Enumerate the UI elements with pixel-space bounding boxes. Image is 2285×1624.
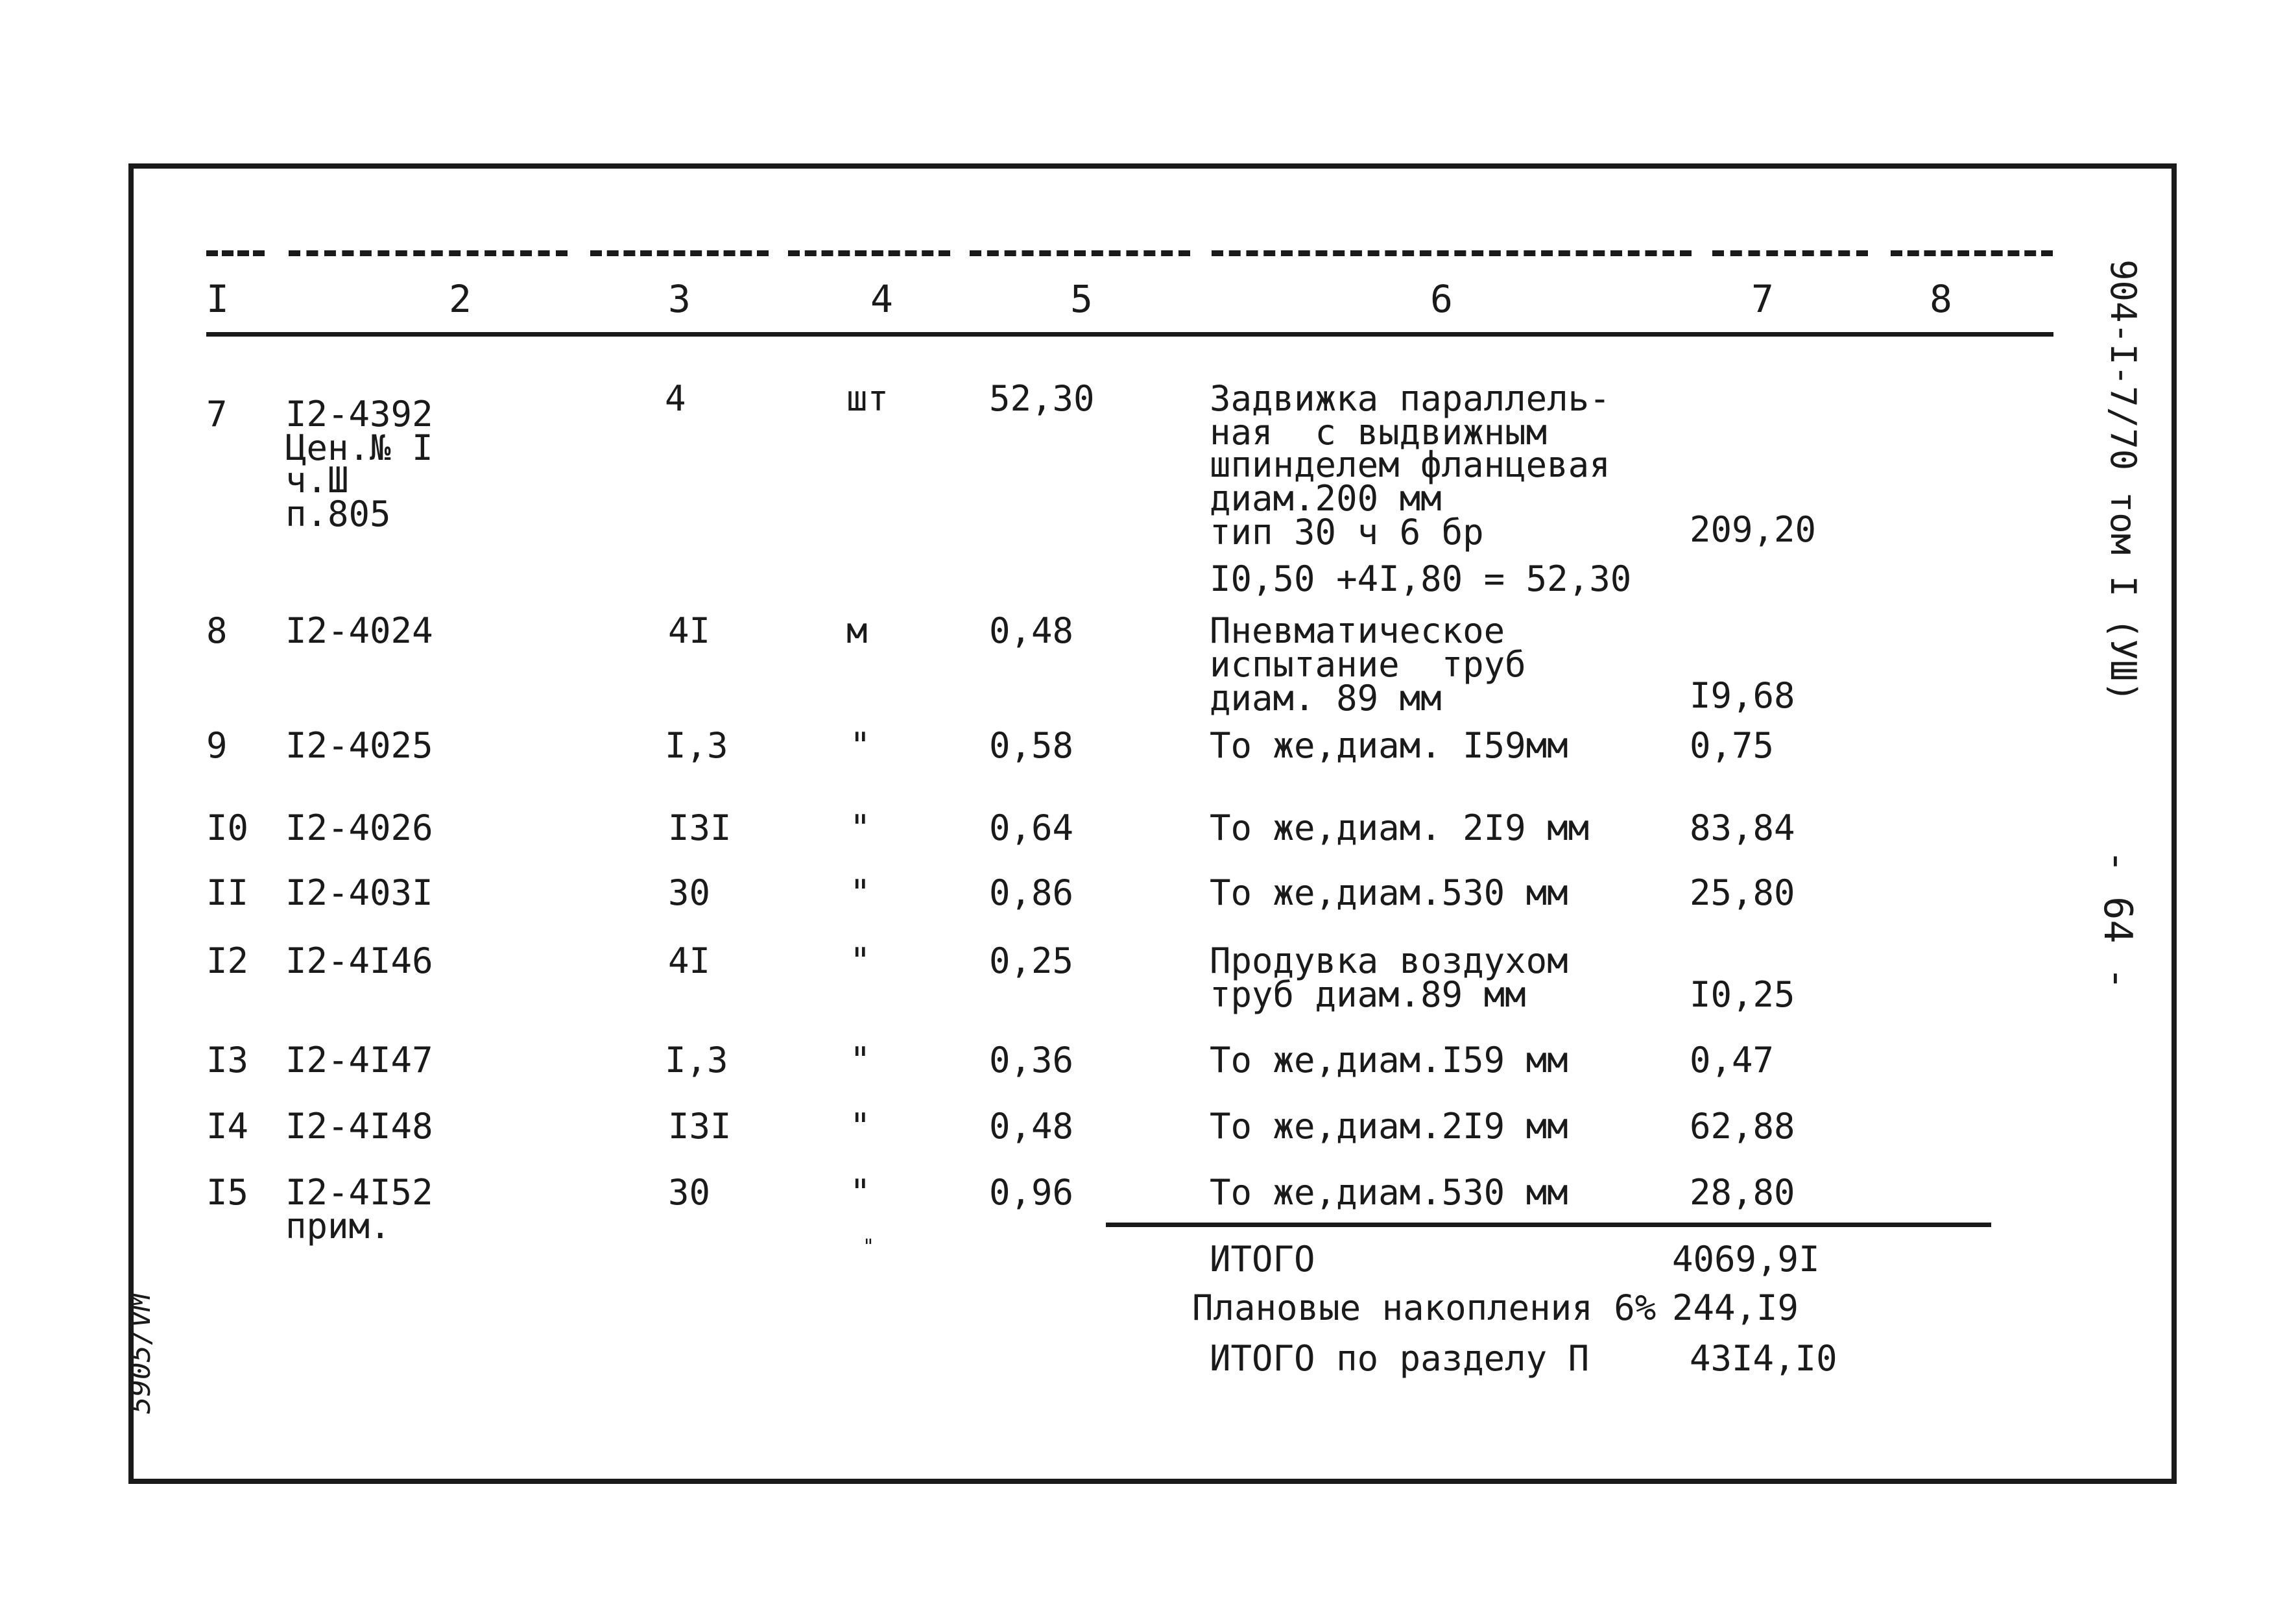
page-number: - 64 - [2095,850,2140,990]
description: труб диам.89 мм [1210,974,1526,1015]
totals-rule [1106,1223,1991,1227]
description: То же,диам. 2I9 мм [1210,807,1590,848]
document-code: 904-I-7/70 том I (УШ) [2103,259,2144,702]
summary-value: 43I4,I0 [1690,1338,1837,1379]
header-dash-rule [289,250,568,256]
total: 25,80 [1690,872,1795,913]
description: То же,диам. I59мм [1210,725,1568,766]
description: Пневматическое [1210,610,1505,651]
unit: " [850,1172,871,1213]
row-number: I5 [206,1172,249,1213]
description: ная с выдвижным [1210,412,1548,453]
unit: " [850,725,871,766]
code: I2-4I47 [285,1040,433,1081]
quantity: I3I [668,1106,732,1147]
row-number: II [206,872,249,913]
code: I2-4025 [285,725,433,766]
unit-price: 0,64 [989,807,1074,848]
summary-label: Плановые накопления 6% [1192,1287,1657,1328]
quantity: I3I [668,807,732,848]
unit: " [850,872,871,913]
row-number: I4 [206,1106,249,1147]
header-rule [206,332,2053,337]
column-header: 7 [1751,277,1774,321]
column-header: 5 [1070,277,1093,321]
unit: " [850,1040,871,1081]
unit: м [846,610,868,651]
row-number: I0 [206,807,249,848]
code: I2-4024 [285,610,433,651]
quantity: I,3 [665,1040,728,1081]
code: I2-4026 [285,807,433,848]
header-dash-rule [206,250,265,256]
quantity: 30 [668,1172,711,1213]
unit-price: 0,96 [989,1172,1074,1213]
description: Задвижка параллель- [1210,378,1610,419]
row-number: 8 [206,610,228,651]
code: п.805 [285,494,391,534]
summary-label: ИТОГО по разделу П [1210,1338,1590,1379]
unit: шт [846,378,889,419]
unit-price: 0,25 [989,940,1074,981]
row-number: I3 [206,1040,249,1081]
total: 0,75 [1690,725,1775,766]
quantity: 4 [665,378,686,419]
unit-price: 0,48 [989,610,1074,651]
unit-price: 0,48 [989,1106,1074,1147]
description: диам.200 мм [1210,478,1442,519]
column-header: 6 [1430,277,1453,321]
unit: " [850,1106,871,1147]
page-frame [124,163,2177,1484]
column-header: 3 [668,277,691,321]
quantity: I,3 [665,725,728,766]
description: То же,диам.I59 мм [1210,1040,1568,1081]
total: 28,80 [1690,1172,1795,1213]
summary-value: 4069,9I [1672,1239,1820,1280]
header-dash-rule [1891,250,2053,256]
total: 62,88 [1690,1106,1795,1147]
archive-stamp: 5905/VМ [124,1293,157,1414]
code: I2-4I46 [285,940,433,981]
unit: " [850,807,871,848]
description: То же,диам.530 мм [1210,1172,1568,1213]
ditto-mark: " [863,1236,875,1258]
unit-price: 0,86 [989,872,1074,913]
total: I9,68 [1690,675,1795,716]
row-number: I2 [206,940,249,981]
quantity: 4I [668,940,711,981]
column-header: I [206,277,229,321]
unit-price: 0,58 [989,725,1074,766]
unit-price: 52,30 [989,378,1095,419]
description: То же,диам.2I9 мм [1210,1106,1568,1147]
total: 209,20 [1690,509,1817,550]
header-dash-rule [1712,250,1868,256]
quantity: 30 [668,872,711,913]
row-number: 7 [206,394,228,435]
code: I2-4392 [285,394,433,435]
description: испытание труб [1210,644,1526,685]
column-header: 2 [449,277,472,321]
unit-price: 0,36 [989,1040,1074,1081]
code: Цен.№ I [285,427,433,468]
code: I2-4I48 [285,1106,433,1147]
calculation: I0,50 +4I,80 = 52,30 [1210,558,1632,599]
unit: " [850,940,871,981]
code: ч.Ш [285,460,349,501]
code: прим. [285,1206,391,1247]
column-header: 8 [1930,277,1952,321]
total: I0,25 [1690,974,1795,1015]
description: То же,диам.530 мм [1210,872,1568,913]
description: Продувка воздухом [1210,940,1568,981]
summary-label: ИТОГО [1210,1239,1315,1280]
header-dash-rule [1212,250,1692,256]
description: диам. 89 мм [1210,678,1442,719]
total: 0,47 [1690,1040,1775,1081]
header-dash-rule [788,250,950,256]
header-dash-rule [970,250,1190,256]
summary-value: 244,I9 [1672,1287,1799,1328]
description: тип 30 ч 6 бр [1210,512,1484,553]
header-dash-rule [590,250,769,256]
row-number: 9 [206,725,228,766]
code: I2-403I [285,872,433,913]
total: 83,84 [1690,807,1795,848]
column-header: 4 [870,277,893,321]
quantity: 4I [668,610,711,651]
description: шпинделем фланцевая [1210,444,1610,485]
code: I2-4I52 [285,1172,433,1213]
